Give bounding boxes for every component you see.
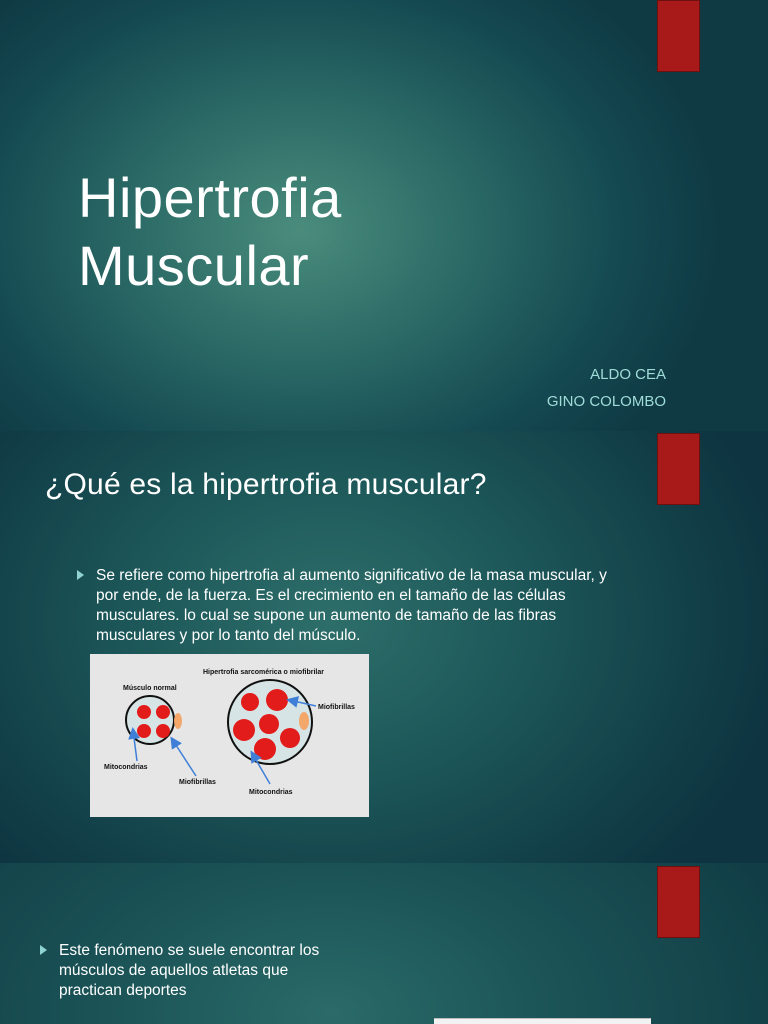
title-line-1: Hipertrofia (78, 166, 342, 229)
bullet-item (40, 941, 340, 1001)
bullet-arrow-icon (40, 945, 47, 955)
label-normal-muscle: Músculo normal (123, 685, 177, 692)
muscle-diagram-svg (90, 654, 369, 817)
label-myofibril-right: Miofibrillas (318, 704, 355, 711)
image-edge (434, 1018, 651, 1024)
accent-bar (657, 0, 700, 72)
muscle-diagram (90, 654, 369, 817)
accent-bar (657, 433, 700, 505)
author-name: GINO COLOMBO (546, 393, 666, 410)
title-slide (0, 0, 768, 431)
content-slide (0, 863, 768, 1024)
label-hypertrophy: Hipertrofia sarcomérica o miofibrilar (203, 669, 324, 676)
bullet-item (77, 566, 627, 646)
label-mitochondria-left: Mitocondrias (104, 764, 148, 771)
slide-heading: ¿Qué es la hipertrofia muscular? (45, 468, 487, 501)
label-myofibril-left: Miofibrillas (179, 779, 216, 786)
bullet-text: Este fenómeno se suele encontrar los músculos de aquellos atletas que practican deportes (59, 942, 320, 999)
content-slide (0, 431, 768, 863)
label-mitochondria-right: Mitocondrias (249, 789, 293, 796)
mitochondria-hyper (299, 712, 309, 730)
bullet-arrow-icon (77, 570, 84, 580)
presentation-title (78, 164, 342, 300)
title-line-2: Muscular (78, 234, 310, 297)
author-name: ALDO CEA (590, 366, 666, 383)
bullet-text: Se refiere como hipertrofia al aumento significativo de la masa muscular, y por ende, de la fuerza. Es el crecimiento en el tamaño de las células musculares. lo cual se supone un aumento de tamaño de las fibras musculares y por lo tanto del músculo. (96, 567, 607, 644)
accent-bar (657, 866, 700, 938)
mitochondria-normal (174, 713, 182, 729)
